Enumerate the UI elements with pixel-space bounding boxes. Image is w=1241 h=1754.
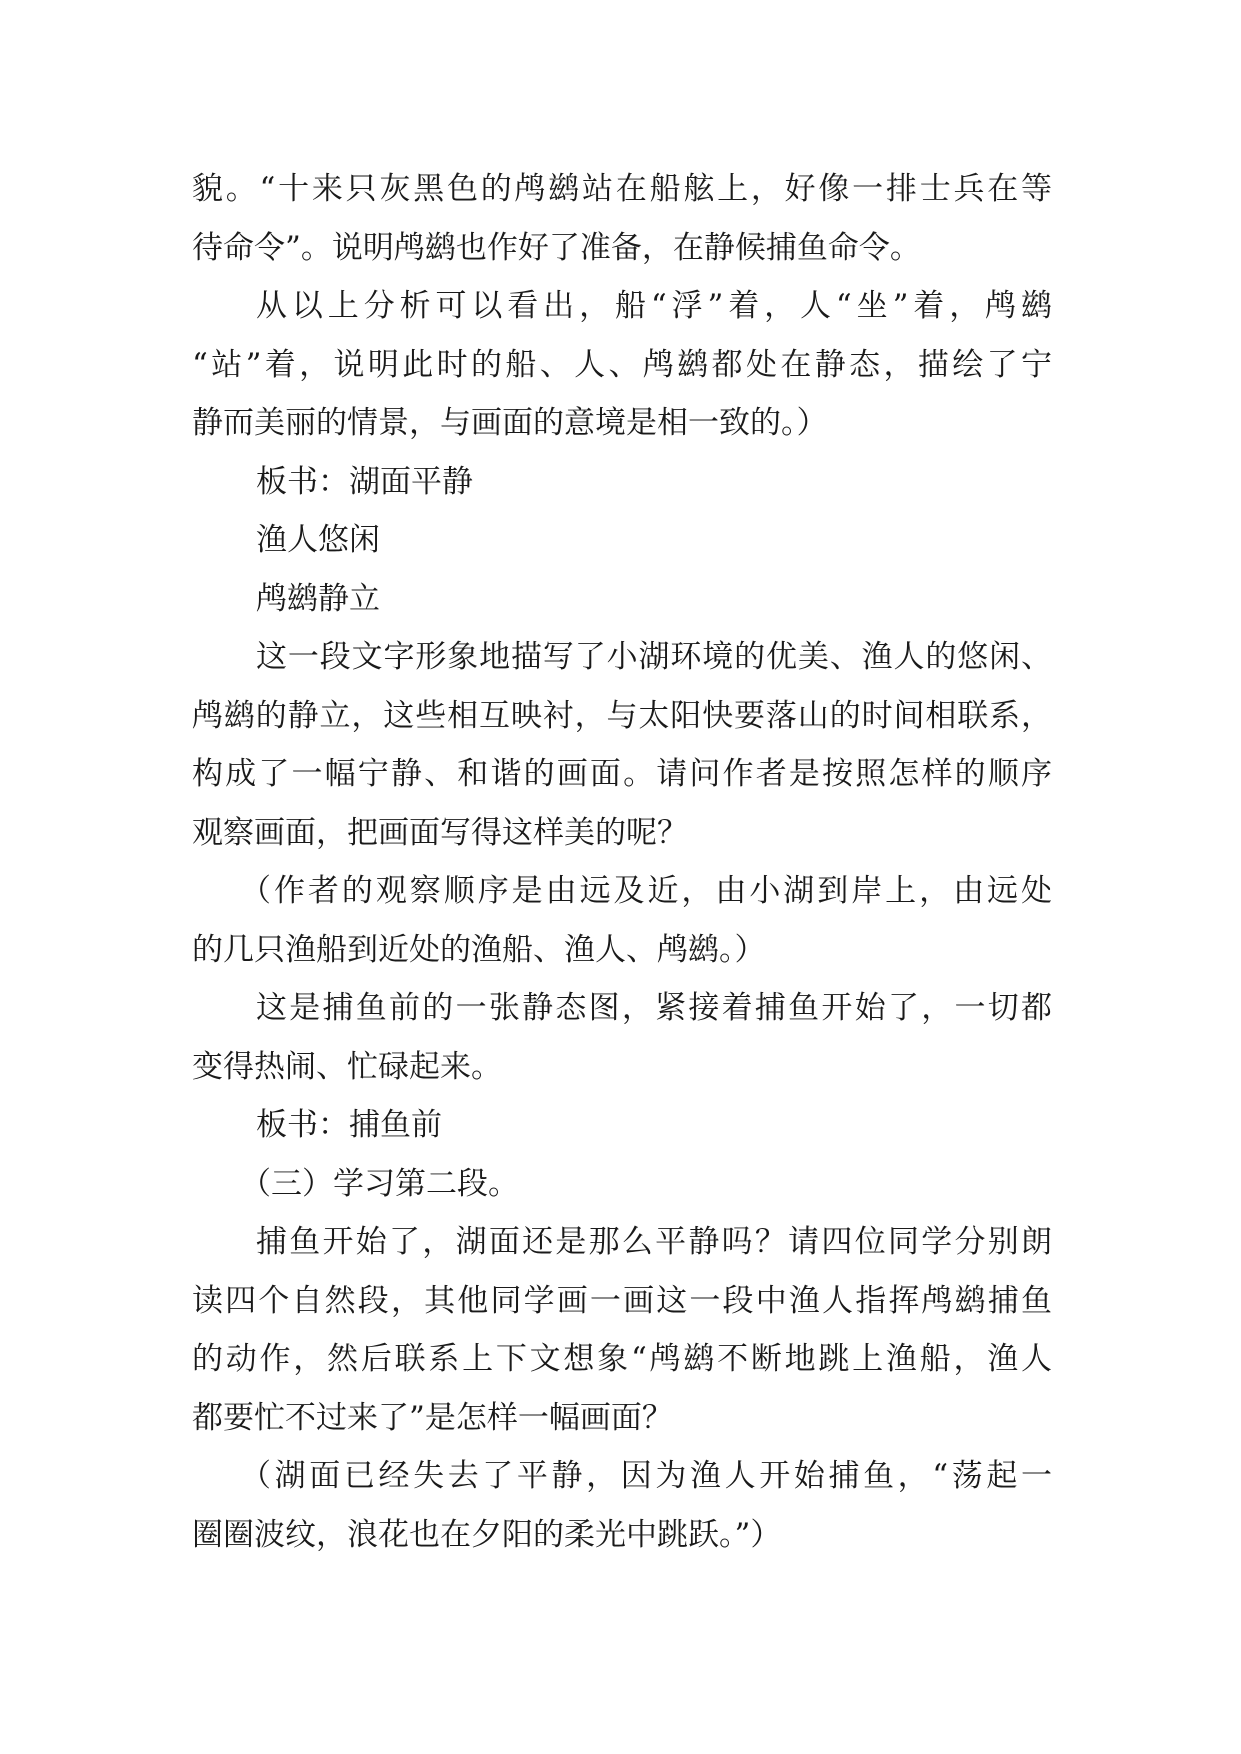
text-line: 貌。“十来只灰黑色的鸬鹚站在船舷上，好像一排士兵在等 — [192, 171, 1052, 207]
text-line: 的动作，然后联系上下文想象“鸬鹚不断地跳上渔船，渔人 — [192, 1341, 1052, 1377]
text-line: 观察画面，把画面写得这样美的呢？ — [192, 814, 688, 851]
paragraph-start-line: 捕鱼开始了，湖面还是那么平静吗？请四位同学分别朗 — [256, 1224, 1052, 1260]
document-body — [192, 160, 1052, 1564]
text-line: 构成了一幅宁静、和谐的画面。请问作者是按照怎样的顺序 — [192, 756, 1052, 792]
paragraph-start-line: （湖面已经失去了平静，因为渔人开始捕鱼，“荡起一 — [240, 1458, 1052, 1494]
paragraph-start-line: （作者的观察顺序是由远及近，由小湖到岸上，由远处 — [240, 873, 1052, 909]
text-line: 读四个自然段，其他同学画一画这一段中渔人指挥鸬鹚捕鱼 — [192, 1282, 1052, 1319]
text-line: 待命令”。说明鸬鹚也作好了准备，在静候捕鱼命令。 — [192, 229, 921, 266]
blackboard-note: 渔人悠闲 — [256, 522, 380, 558]
blackboard-note: 板书：捕鱼前 — [256, 1107, 442, 1143]
text-line: 都要忙不过来了”是怎样一幅画面？ — [192, 1399, 673, 1436]
blackboard-note: 板书：湖面平静 — [256, 463, 473, 500]
text-line: 变得热闹、忙碌起来。 — [192, 1048, 502, 1085]
text-line: 的几只渔船到近处的渔船、渔人、鸬鹚。） — [192, 931, 766, 968]
text-line: 圈圈波纹，浪花也在夕阳的柔光中跳跃。”） — [192, 1516, 782, 1553]
blackboard-note: 鸬鹚静立 — [256, 580, 380, 617]
section-heading: （三）学习第二段。 — [240, 1165, 519, 1202]
paragraph-start-line: 从以上分析可以看出，船“浮”着，人“坐”着，鸬鹚 — [256, 288, 1052, 324]
text-line: “站”着，说明此时的船、人、鸬鹚都处在静态，描绘了宁 — [192, 346, 1052, 383]
paragraph-start-line: 这一段文字形象地描写了小湖环境的优美、渔人的悠闲、 — [256, 639, 1052, 675]
text-line: 静而美丽的情景，与画面的意境是相一致的。） — [192, 405, 828, 441]
text-line: 鸬鹚的静立，这些相互映衬，与太阳快要落山的时间相联系， — [192, 697, 1052, 734]
paragraph-start-line: 这是捕鱼前的一张静态图，紧接着捕鱼开始了，一切都 — [256, 990, 1052, 1026]
